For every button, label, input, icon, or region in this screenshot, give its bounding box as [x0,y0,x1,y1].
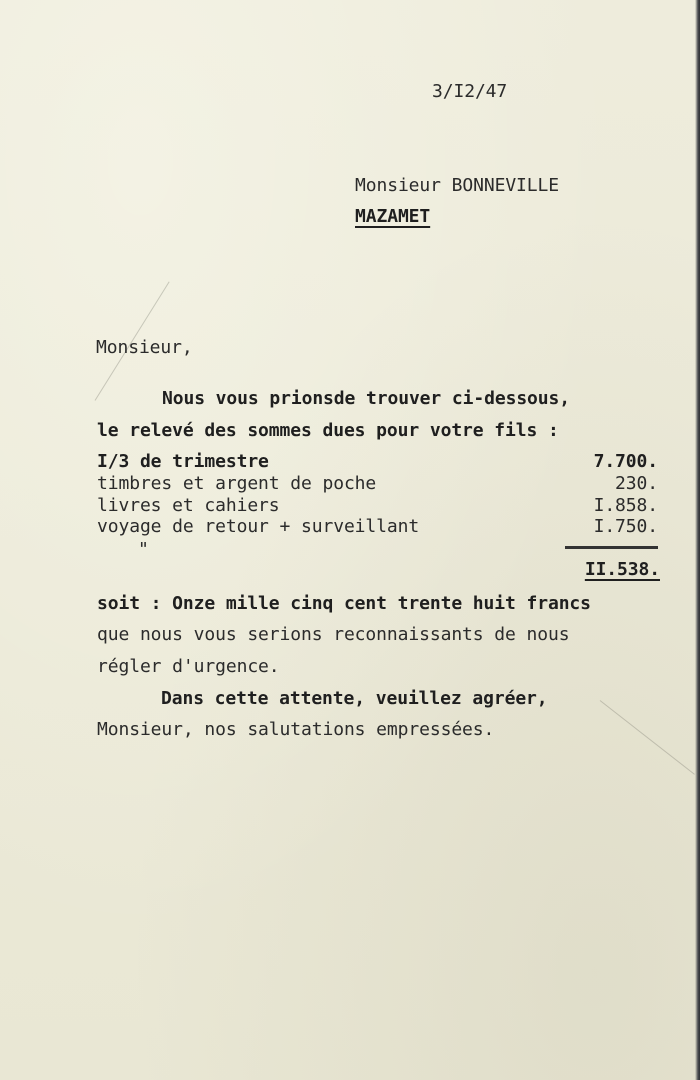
item-label: voyage de retour + surveillant [97,516,420,537]
body-line-2: que nous vous serions reconnaissants de nous [97,624,570,645]
intro-line-2: le relevé des sommes dues pour votre fils : [97,420,559,441]
item-amount: I.858. [593,495,658,516]
total-amount: II.538. [584,559,660,580]
salutation: Monsieur, [96,337,193,358]
item-amount: 230. [615,473,658,494]
item-amount: 7.700. [593,451,658,472]
item-label: timbres et argent de poche [97,473,377,494]
body-line-3: régler d'urgence. [97,656,280,677]
recipient-name: Monsieur BONNEVILLE [355,175,560,196]
intro-line-1: Nous vous prionsde trouver ci-dessous, [162,388,571,409]
letter-date: 3/I2/47 [432,81,508,102]
total-rule-top [565,546,658,549]
recipient-city: MAZAMET [355,206,431,227]
ditto-mark: " [138,539,149,560]
paper-scratch [600,700,695,775]
closing-line-1: Dans cette attente, veuillez agréer, [161,688,548,709]
item-label: I/3 de trimestre [97,451,269,472]
item-amount: I.750. [593,516,658,537]
item-label: livres et cahiers [97,495,280,516]
paper-edge-shadow [695,0,700,1080]
closing-line-2: Monsieur, nos salutations empressées. [97,719,495,740]
body-line-1: soit : Onze mille cinq cent trente huit francs [97,593,591,614]
